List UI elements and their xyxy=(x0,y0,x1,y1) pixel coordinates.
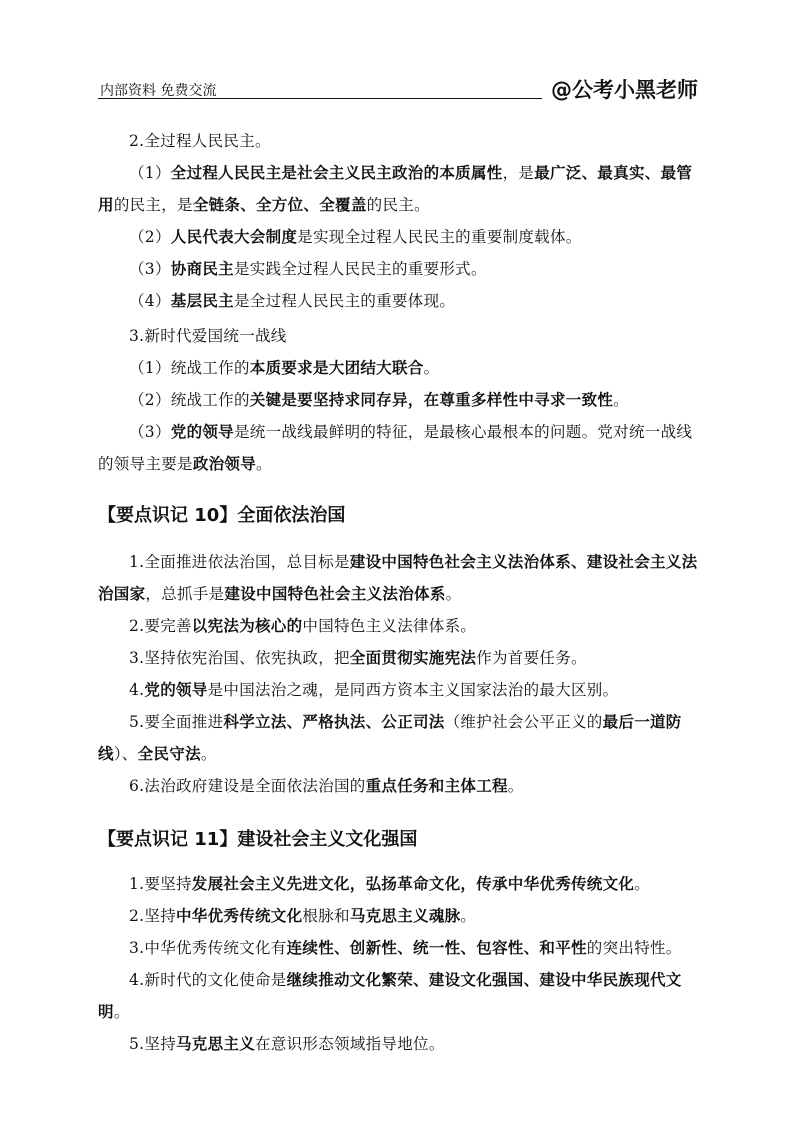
block1-title: 2.全过程人民民主。 xyxy=(129,132,271,150)
s11-point1: 1.要坚持发展社会主义先进文化，弘扬革命文化，传承中华优秀传统文化。 xyxy=(129,874,651,893)
block2-item1: （1）统战工作的本质要求是大团结大联合。 xyxy=(129,358,440,377)
document-body xyxy=(98,126,702,1060)
s10-point5: 5.要全面推进科学立法、严格执法、公正司法（维护社会公平正义的最后一道防线）、全民守法。 xyxy=(98,712,682,763)
s10-point6: 6.法治政府建设是全面依法治国的重点任务和主体工程。 xyxy=(129,776,524,795)
block2-title: 3.新时代爱国统一战线 xyxy=(129,327,287,345)
section10-title: 【要点识记 10】全面依法治国 xyxy=(98,505,346,526)
section11-title: 【要点识记 11】建设社会主义文化强国 xyxy=(98,829,418,850)
block2-item3: （3）党的领导是统一战线最鲜明的特征，是最核心最根本的问题。党对统一战线的领导主要是政治领导。 xyxy=(98,422,693,473)
s11-point2: 2.坚持中华优秀传统文化根脉和马克思主义魂脉。 xyxy=(129,906,477,925)
header-rule xyxy=(98,98,542,99)
s11-point3: 3.中华优秀传统文化有连续性、创新性、统一性、包容性、和平性的突出特性。 xyxy=(129,938,682,957)
s10-point4: 4.党的领导是中国法治之魂，是同西方资本主义国家法治的最大区别。 xyxy=(129,680,619,699)
block1-item3: （3）协商民主是实践全过程人民民主的重要形式。 xyxy=(129,259,487,278)
block1-item4: （4）基层民主是全过程人民民主的重要体现。 xyxy=(129,291,456,310)
s10-point2: 2.要完善以宪法为核心的中国特色主义法律体系。 xyxy=(129,616,477,635)
s10-point1: 1.全面推进依法治国，总目标是建设中国特色社会主义法治体系、建设社会主义法治国家，总抓手是建设中国特色社会主义法治体系。 xyxy=(98,552,698,603)
block1-item1: （1）全过程人民民主是社会主义民主政治的本质属性，是最广泛、最真实、最管用的民主，是全链条、全方位、全覆盖的民主。 xyxy=(98,163,693,214)
s11-point4: 4.新时代的文化使命是继续推动文化繁荣、建设文化强国、建设中华民族现代文明。 xyxy=(98,970,682,1021)
block1-item2: （2）人民代表大会制度是实现全过程人民民主的重要制度载体。 xyxy=(129,227,582,246)
block2-item2: （2）统战工作的关键是要坚持求同存异，在尊重多样性中寻求一致性。 xyxy=(129,390,629,409)
header-left-text: 内部资料 免费交流 xyxy=(100,83,217,99)
page-header xyxy=(98,78,698,102)
s10-point3: 3.坚持依宪治国、依宪执政，把全面贯彻实施宪法作为首要任务。 xyxy=(129,648,587,667)
header-author: @公考小黑老师 xyxy=(551,78,698,102)
s11-point5: 5.坚持马克思主义在意识形态领域指导地位。 xyxy=(129,1034,445,1053)
